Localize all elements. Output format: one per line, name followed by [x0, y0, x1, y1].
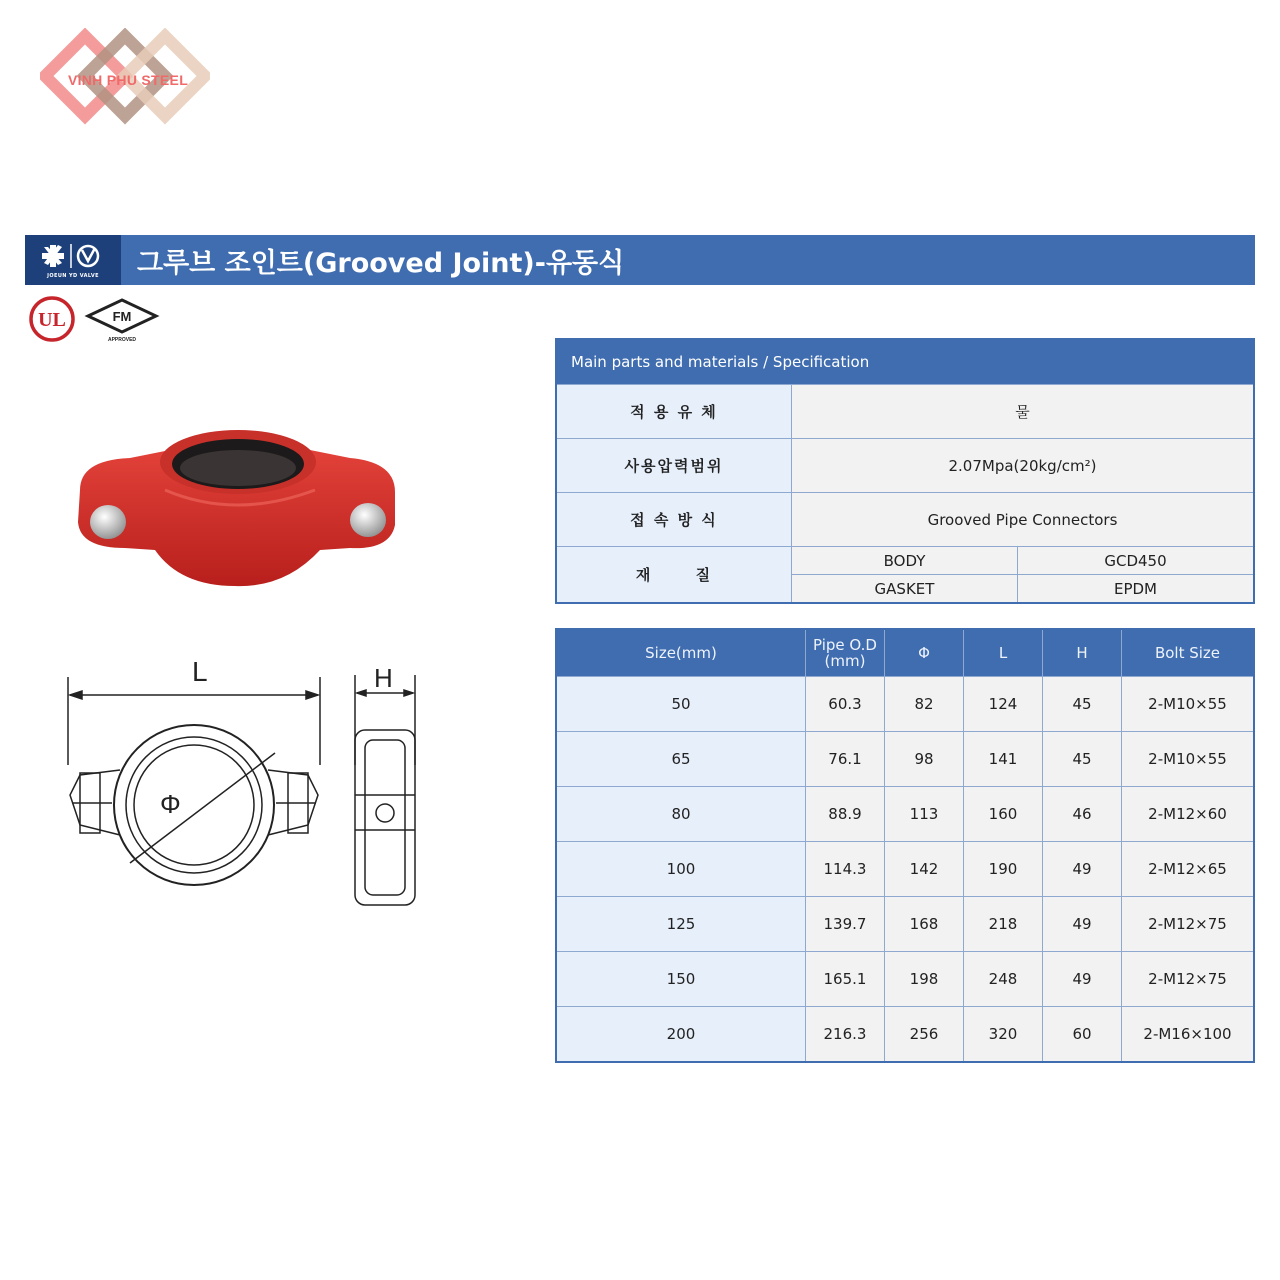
- table-cell: 2-M12×65: [1122, 842, 1255, 897]
- table-cell: 60.3: [806, 677, 885, 732]
- table-cell: 50: [556, 677, 806, 732]
- table-cell: 2-M16×100: [1122, 1007, 1255, 1063]
- header-pipe-od-line2: (mm): [824, 652, 866, 670]
- dimension-drawing: [60, 645, 430, 920]
- coupling-product-image: [70, 420, 405, 595]
- brand-name: JOEUN YD VALVE: [47, 273, 99, 279]
- table-cell: 49: [1043, 952, 1122, 1007]
- brand-logo-box: [25, 235, 121, 285]
- material-part-gasket: GASKET: [792, 575, 1018, 604]
- fm-approved-text: APPROVED: [107, 337, 137, 343]
- table-cell: 142: [885, 842, 964, 897]
- table-cell: 198: [885, 952, 964, 1007]
- title-bar: [25, 235, 1255, 285]
- table-cell: 2-M12×75: [1122, 897, 1255, 952]
- spec-value-connection: Grooved Pipe Connectors: [792, 493, 1255, 547]
- header-phi: Φ: [885, 629, 964, 677]
- table-row: [556, 842, 1254, 897]
- header-pipe-od-line1: Pipe O.D: [813, 635, 877, 654]
- spec-label-material: 재 질: [556, 547, 792, 604]
- table-row: [556, 787, 1254, 842]
- grooved-coupling-illustration: [70, 420, 405, 595]
- fm-text: FM: [112, 309, 132, 324]
- size-table-header-row: [556, 629, 1254, 677]
- table-cell: 160: [964, 787, 1043, 842]
- page-title: 그루브 조인트(Grooved Joint)-유동식: [137, 247, 625, 279]
- fm-logo-icon: [84, 296, 160, 344]
- table-cell: 2-M10×55: [1122, 677, 1255, 732]
- drawing-label-h: H: [374, 663, 393, 693]
- table-cell: 218: [964, 897, 1043, 952]
- table-cell: 320: [964, 1007, 1043, 1063]
- table-cell: 76.1: [806, 732, 885, 787]
- table-cell: 165.1: [806, 952, 885, 1007]
- coupling-dimension-drawing: [60, 645, 430, 920]
- material-part-body: BODY: [792, 547, 1018, 575]
- table-row: [556, 677, 1254, 732]
- header-h: H: [1043, 629, 1122, 677]
- logo-text: VINH PHU STEEL: [67, 72, 189, 88]
- header-l: L: [964, 629, 1043, 677]
- table-cell: 60: [1043, 1007, 1122, 1063]
- fm-approved-mark: [84, 296, 160, 344]
- table-cell: 190: [964, 842, 1043, 897]
- table-cell: 65: [556, 732, 806, 787]
- table-cell: 88.9: [806, 787, 885, 842]
- material-value-gasket: EPDM: [1017, 575, 1254, 604]
- table-cell: 80: [556, 787, 806, 842]
- table-cell: 2-M10×55: [1122, 732, 1255, 787]
- table-cell: 2-M12×75: [1122, 952, 1255, 1007]
- spec-table-header: Main parts and materials / Specification: [556, 339, 1254, 385]
- table-row: [556, 1007, 1254, 1063]
- spec-label-connection: 접 속 방 식: [556, 493, 792, 547]
- table-cell: 49: [1043, 842, 1122, 897]
- table-cell: 46: [1043, 787, 1122, 842]
- table-row: [556, 952, 1254, 1007]
- header-pipe-od: [806, 629, 885, 677]
- table-cell: 168: [885, 897, 964, 952]
- table-cell: 248: [964, 952, 1043, 1007]
- ul-certification-mark: [28, 295, 76, 343]
- table-cell: 200: [556, 1007, 806, 1063]
- table-cell: 113: [885, 787, 964, 842]
- table-cell: 124: [964, 677, 1043, 732]
- table-cell: 98: [885, 732, 964, 787]
- table-cell: 139.7: [806, 897, 885, 952]
- table-cell: 125: [556, 897, 806, 952]
- ul-logo-icon: [28, 295, 76, 343]
- ul-text: UL: [38, 309, 66, 331]
- table-cell: 216.3: [806, 1007, 885, 1063]
- vinh-phu-steel-logo: [40, 28, 210, 138]
- spec-value-pressure: 2.07Mpa(20kg/cm²): [792, 439, 1255, 493]
- table-cell: 82: [885, 677, 964, 732]
- table-cell: 256: [885, 1007, 964, 1063]
- joeun-valve-logo-icon: [38, 241, 108, 271]
- size-table: [555, 628, 1255, 1063]
- table-cell: 150: [556, 952, 806, 1007]
- table-row: [556, 897, 1254, 952]
- table-cell: 45: [1043, 677, 1122, 732]
- table-cell: 45: [1043, 732, 1122, 787]
- table-cell: 114.3: [806, 842, 885, 897]
- spec-label-fluid: 적 용 유 체: [556, 385, 792, 439]
- table-cell: 49: [1043, 897, 1122, 952]
- table-cell: 2-M12×60: [1122, 787, 1255, 842]
- header-bolt-size: Bolt Size: [1122, 629, 1255, 677]
- material-value-body: GCD450: [1017, 547, 1254, 575]
- spec-value-fluid: 물: [792, 385, 1255, 439]
- spec-table: [555, 338, 1255, 604]
- table-row: [556, 732, 1254, 787]
- drawing-label-phi: Φ: [160, 789, 181, 819]
- header-size: Size(mm): [556, 629, 806, 677]
- table-cell: 100: [556, 842, 806, 897]
- spec-label-pressure: 사용압력범위: [556, 439, 792, 493]
- drawing-label-l: L: [192, 656, 208, 687]
- table-cell: 141: [964, 732, 1043, 787]
